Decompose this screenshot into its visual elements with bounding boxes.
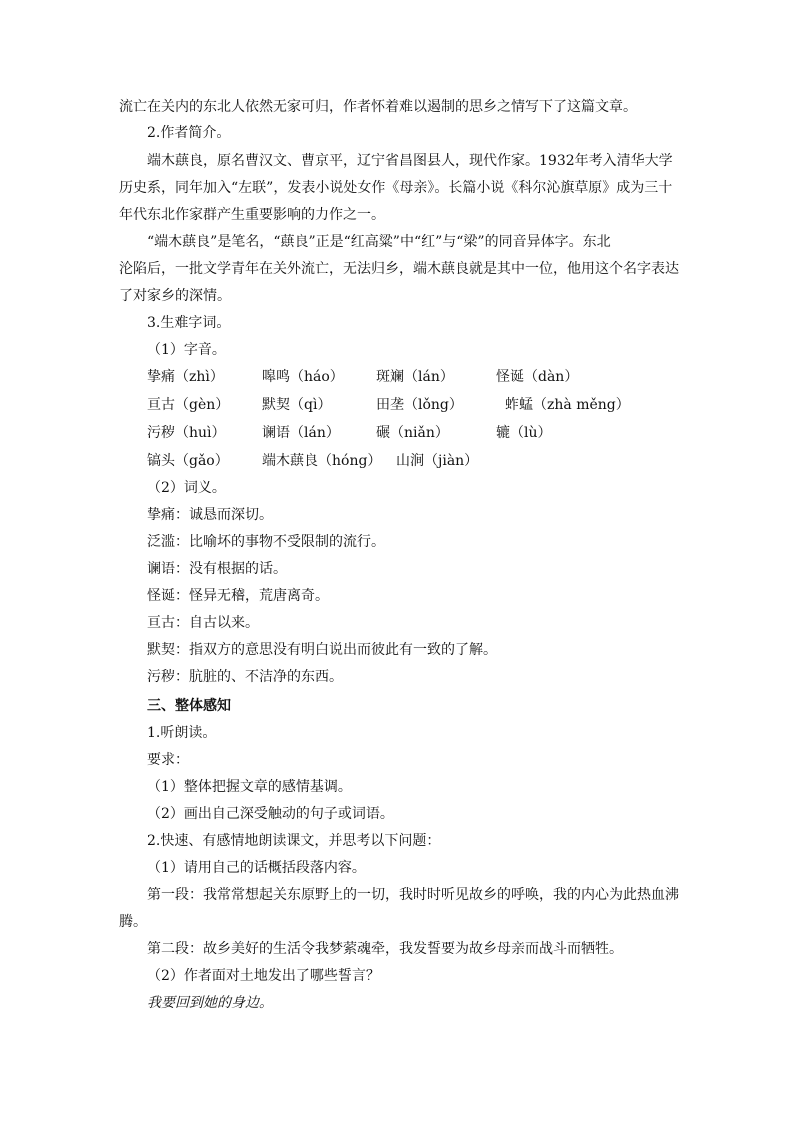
pron-item: 挚痛（zhì） — [147, 369, 224, 385]
pron-item: 蚱蜢（zhà měng） — [505, 397, 630, 413]
pron-item: 默契（qì） — [262, 397, 332, 413]
pron-item: 山涧（jiàn） — [396, 453, 479, 469]
pron-item: 污秽（huì） — [147, 425, 226, 441]
pron-item: 镐头（gǎo） — [147, 453, 229, 469]
pron-item: 端木蕻良（hóng） — [262, 453, 382, 469]
meaning-item: 泛滥：比喻坏的事物不受限制的流行。 — [147, 534, 385, 550]
step-1-requirements: 要求： — [147, 752, 189, 768]
pron-item: 亘古（gèn） — [147, 397, 230, 413]
words-heading: 3.生难字词。 — [147, 315, 231, 331]
author-paragraph-1-line-2: 历史系，同年加入“左联”，发表小说处女作《母亲》。长篇小说《科尔沁旗草原》成为三十 — [119, 180, 673, 196]
step-2-answer-3: 我要回到她的身边。 — [147, 995, 273, 1011]
meaning-item: 怪诞：怪异无稽，荒唐离奇。 — [147, 588, 329, 604]
pron-item: 谰语（lán） — [262, 425, 340, 441]
meaning-item: 污秽：肮脏的、不洁净的东西。 — [147, 669, 343, 685]
pron-item: 斑斓（lán） — [376, 369, 454, 385]
step-2-answer-2: 第二段：故乡美好的生活令我梦萦魂牵，我发誓要为故乡母亲而战斗而牺牲。 — [147, 941, 623, 957]
pron-item: 嗥鸣（háo） — [262, 369, 344, 385]
meaning-item: 谰语：没有根据的话。 — [147, 561, 287, 577]
author-paragraph-2: “端木蕻良”是笔名，“蕻良”正是“红高粱”中“红”与“梁”的同音异体字。东北 — [147, 234, 611, 250]
pron-item: 怪诞（dàn） — [496, 369, 579, 385]
pronunciation-heading: （1）字音。 — [147, 342, 226, 358]
step-1-req-2: （2）画出自己深受触动的句子或词语。 — [147, 806, 394, 822]
author-paragraph-2-line-3: 了对家乡的深情。 — [119, 288, 231, 304]
pron-item: 辘（lù） — [496, 425, 552, 441]
step-2-answer-1-line-2: 腾。 — [119, 914, 147, 930]
step-1: 1.听朗读。 — [147, 725, 217, 741]
meaning-item: 默契：指双方的意思没有明白说出而彼此有一致的了解。 — [147, 642, 497, 658]
author-paragraph-2-line-2: 沦陷后，一批文学青年在关外流亡，无法归乡，端木蕻良就是其中一位，他用这个名字表达 — [119, 261, 679, 277]
author-paragraph-1: 端木蕻良，原名曹汉文、曹京平，辽宁省昌图县人，现代作家。1932年考入清华大学 — [147, 153, 673, 169]
step-2: 2.快速、有感情地朗读课文，并思考以下问题： — [147, 833, 441, 849]
step-2-question-2: （2）作者面对土地发出了哪些誓言？ — [147, 968, 380, 984]
author-heading: 2.作者简介。 — [147, 125, 231, 141]
pron-item: 田垄（lǒng） — [376, 397, 463, 413]
step-1-req-1: （1）整体把握文章的感情基调。 — [147, 779, 352, 795]
section-3-heading: 三、整体感知 — [147, 698, 231, 714]
step-2-answer-1: 第一段：我常常想起关东原野上的一切，我时时听见故乡的呼唤，我的内心为此热血沸 — [147, 887, 679, 903]
meaning-item: 亘古：自古以来。 — [147, 615, 259, 631]
meaning-item: 挚痛：诚恳而深切。 — [147, 507, 273, 523]
intro-paragraph-end: 流亡在关内的东北人依然无家可归，作者怀着难以遏制的思乡之情写下了这篇文章。 — [119, 99, 637, 115]
author-paragraph-1-line-3: 年代东北作家群产生重要影响的力作之一。 — [119, 207, 385, 223]
step-2-question-1: （1）请用自己的话概括段落内容。 — [147, 860, 366, 876]
meaning-heading: （2）词义。 — [147, 480, 226, 496]
pron-item: 碾（niǎn） — [376, 425, 449, 441]
